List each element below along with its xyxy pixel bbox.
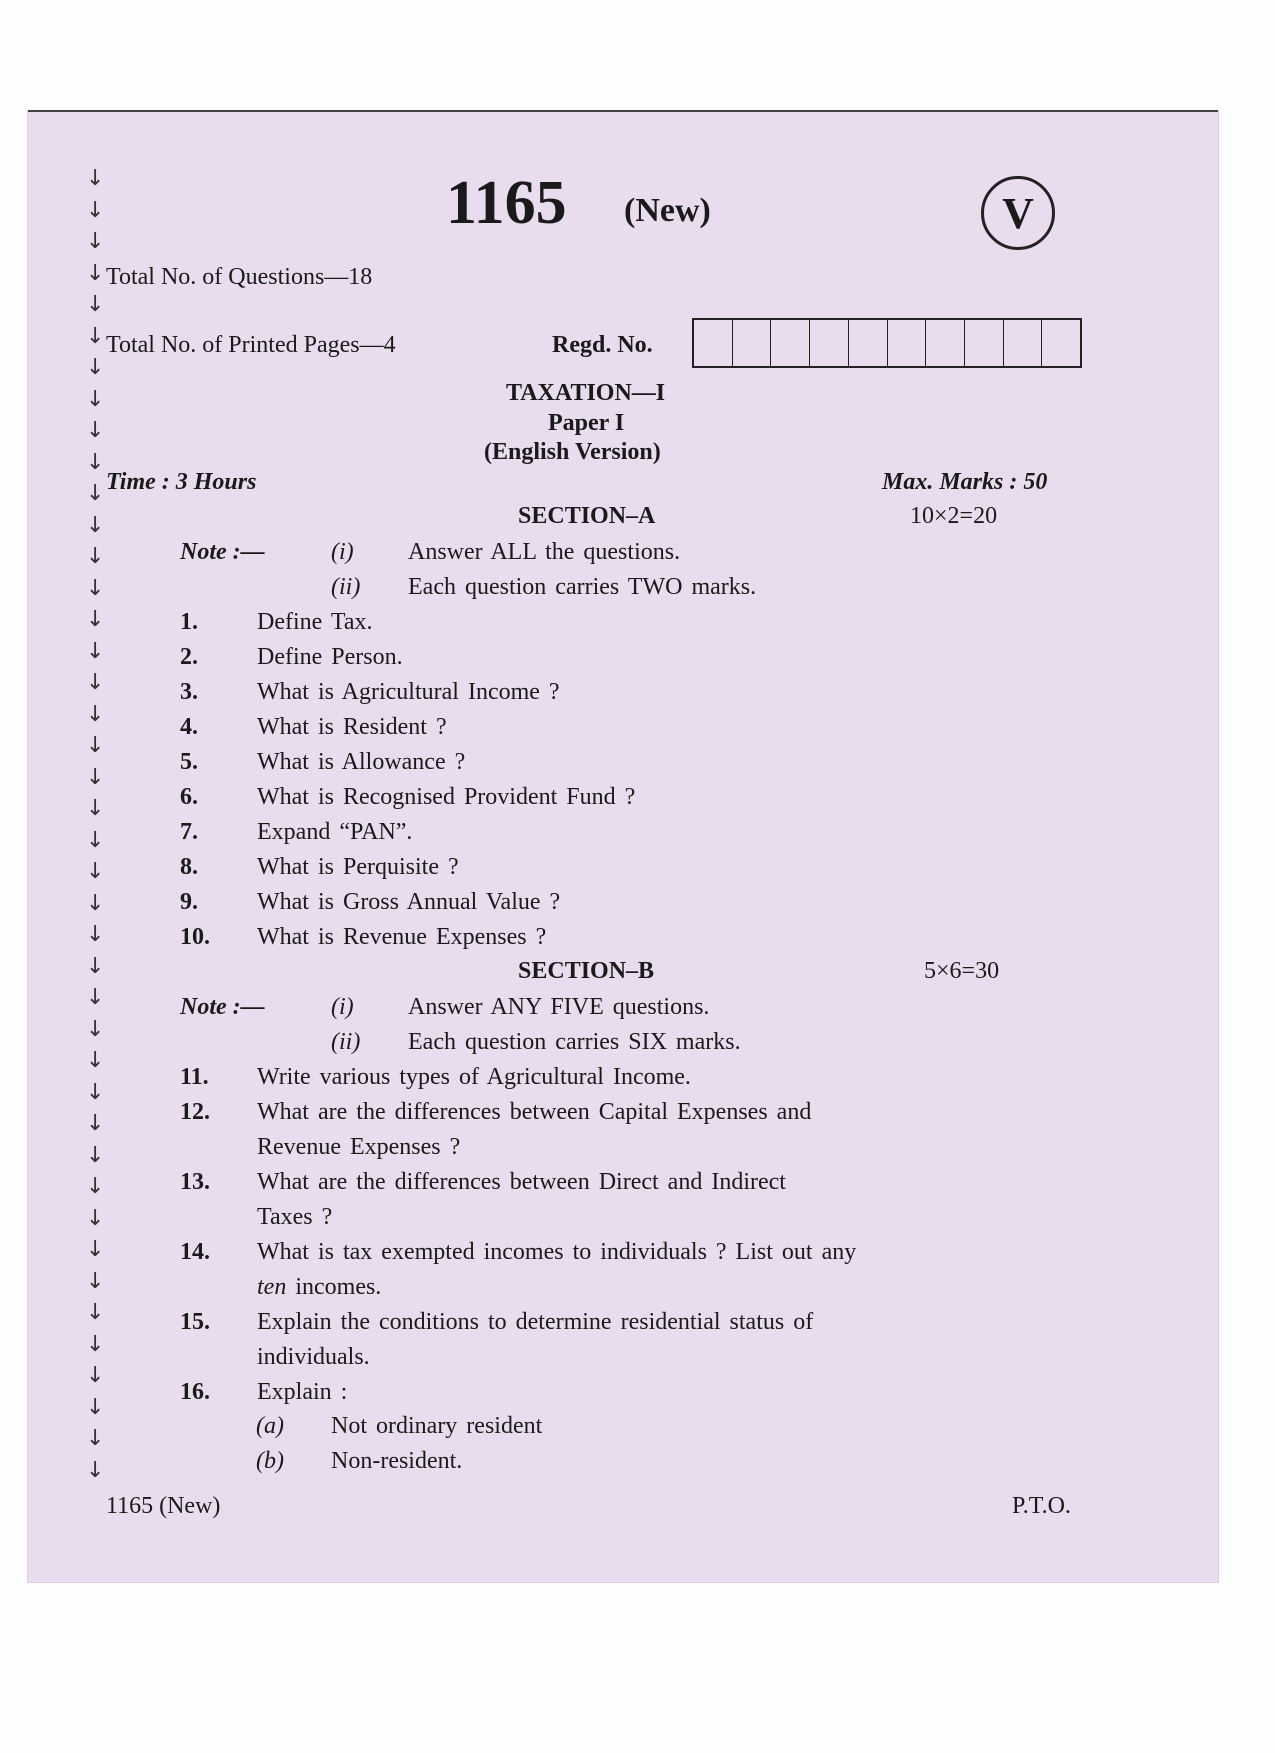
margin-arrow-icon: ↓ [86,1111,105,1136]
margin-arrow-icon: ↓ [86,859,105,884]
section-a-note-label: Note :— [180,539,265,565]
question-text: Define Person. [257,644,403,670]
regd-digit-box[interactable] [849,320,888,366]
sub-item-num: (a) [256,1413,284,1439]
question-text: Explain the conditions to determine residential status of [257,1309,814,1335]
margin-arrow-icon: ↓ [86,701,105,727]
margin-arrow-icon: ↓ [86,1268,105,1294]
margin-arrow-icon: ↓ [86,985,105,1010]
question-text: What is Perquisite ? [257,854,459,880]
question-number: 10. [180,924,210,950]
section-a-note-text: Answer ALL the questions. [408,539,681,565]
margin-arrow-icon: ↓ [86,1205,105,1231]
margin-arrow-icon: ↓ [86,922,105,947]
margin-arrow-icon: ↓ [86,764,105,790]
regd-digit-box[interactable] [965,320,1004,366]
section-a-note-num: (ii) [331,574,361,600]
question-number: 6. [180,784,198,810]
question-text: Taxes ? [257,1204,333,1230]
margin-arrow-icon: ↓ [86,1048,105,1073]
margin-arrow-icon: ↓ [86,481,105,506]
margin-arrow-icon: ↓ [86,670,105,695]
section-b-note-text: Each question carries SIX marks. [408,1029,741,1055]
margin-arrow-icon: ↓ [86,1016,105,1042]
subject-title: TAXATION—I [506,380,666,406]
question-text [257,1274,381,1301]
margin-arrow-icon: ↓ [86,323,105,349]
margin-arrow-icon: ↓ [86,355,105,380]
paper-code-suffix: (New) [624,192,711,229]
total-questions: Total No. of Questions—18 [106,264,373,290]
time-allowed: Time : 3 Hours [106,469,257,495]
question-number: 5. [180,749,198,775]
question-text: What is Agricultural Income ? [257,679,560,705]
sub-item-text: Not ordinary resident [331,1413,543,1439]
section-b-note-num: (ii) [331,1029,361,1055]
question-emphasis: ten [257,1274,287,1300]
footer-pto: P.T.O. [1012,1493,1071,1519]
margin-arrow-icon: ↓ [86,386,105,412]
margin-arrow-icon: ↓ [86,1394,105,1420]
margin-arrow-icon: ↓ [86,197,105,223]
regd-digit-box[interactable] [1004,320,1043,366]
question-number: 7. [180,819,198,845]
margin-arrow-icon: ↓ [86,827,105,853]
question-number: 2. [180,644,198,670]
question-number: 16. [180,1379,210,1405]
question-number: 3. [180,679,198,705]
margin-arrow-icon: ↓ [86,544,105,569]
regd-digit-box[interactable] [1042,320,1080,366]
question-number: 11. [180,1064,209,1090]
margin-arrow-icon: ↓ [86,638,105,664]
margin-arrow-icon: ↓ [86,607,105,632]
question-number: 9. [180,889,198,915]
question-number: 15. [180,1309,210,1335]
margin-arrow-icon: ↓ [86,733,105,758]
version-label: (English Version) [484,439,661,465]
margin-arrow-icon: ↓ [86,796,105,821]
question-text: Explain : [257,1379,348,1405]
margin-arrow-icon: ↓ [86,1426,105,1451]
question-text: Revenue Expenses ? [257,1134,461,1160]
regd-digit-box[interactable] [771,320,810,366]
margin-arrow-icon: ↓ [86,1174,105,1199]
margin-arrow-icon: ↓ [86,512,105,538]
margin-arrow-icon: ↓ [86,260,105,286]
version-badge: V [981,176,1055,250]
margin-arrow-icon: ↓ [86,953,105,979]
margin-arrow-icon: ↓ [86,1237,105,1262]
section-b-note-text: Answer ANY FIVE questions. [408,994,710,1020]
question-text: What is Resident ? [257,714,447,740]
section-a-marks: 10×2=20 [910,503,998,529]
question-number: 8. [180,854,198,880]
regd-number-boxes[interactable] [692,318,1082,368]
question-text: What is Revenue Expenses ? [257,924,547,950]
section-b-title: SECTION–B [518,958,655,984]
margin-arrow-icon: ↓ [86,229,105,254]
section-b-marks: 5×6=30 [924,958,1000,984]
margin-arrow-icon: ↓ [86,1300,105,1325]
top-rule [28,110,1218,112]
question-text: Write various types of Agricultural Income. [257,1064,691,1090]
regd-label: Regd. No. [552,332,653,358]
margin-arrow-icon: ↓ [86,1331,105,1357]
question-text: What is Allowance ? [257,749,466,775]
total-pages: Total No. of Printed Pages—4 [106,332,396,358]
question-text: What is Recognised Provident Fund ? [257,784,636,810]
sub-item-text: Non-resident. [331,1448,463,1474]
question-text: Define Tax. [257,609,373,635]
margin-arrow-icon: ↓ [86,166,105,191]
section-a-note-num: (i) [331,539,354,565]
margin-arrow-icon: ↓ [86,1363,105,1388]
question-number: 12. [180,1099,210,1125]
question-text: What are the differences between Direct and Indirect [257,1169,786,1195]
question-number: 13. [180,1169,210,1195]
question-number: 14. [180,1239,210,1265]
max-marks: Max. Marks : 50 [882,469,1048,495]
question-text: individuals. [257,1344,370,1370]
footer-code: 1165 (New) [106,1493,221,1519]
regd-digit-box[interactable] [733,320,772,366]
margin-arrow-icon: ↓ [86,1457,105,1483]
sub-item-num: (b) [256,1448,284,1474]
question-text: What is tax exempted incomes to individuals ? List out any [257,1239,857,1265]
margin-arrow-icon: ↓ [86,1079,105,1105]
margin-arrows [86,168,108,1488]
regd-digit-box[interactable] [926,320,965,366]
question-text-rest: incomes. [295,1274,382,1300]
regd-digit-box[interactable] [810,320,849,366]
question-text: What are the differences between Capital Expenses and [257,1099,812,1125]
margin-arrow-icon: ↓ [86,890,105,916]
question-text: What is Gross Annual Value ? [257,889,561,915]
section-b-note-label: Note :— [180,994,265,1020]
margin-arrow-icon: ↓ [86,292,105,317]
section-b-note-num: (i) [331,994,354,1020]
question-number: 4. [180,714,198,740]
section-a-title: SECTION–A [518,503,656,529]
margin-arrow-icon: ↓ [86,575,105,601]
margin-arrow-icon: ↓ [86,449,105,475]
question-number: 1. [180,609,198,635]
paper-label: Paper I [548,410,625,436]
margin-arrow-icon: ↓ [86,1142,105,1168]
section-a-note-text: Each question carries TWO marks. [408,574,757,600]
paper-code: 1165 [446,169,567,237]
regd-digit-box[interactable] [694,320,733,366]
regd-digit-box[interactable] [888,320,927,366]
question-text: Expand “PAN”. [257,819,413,845]
margin-arrow-icon: ↓ [86,418,105,443]
